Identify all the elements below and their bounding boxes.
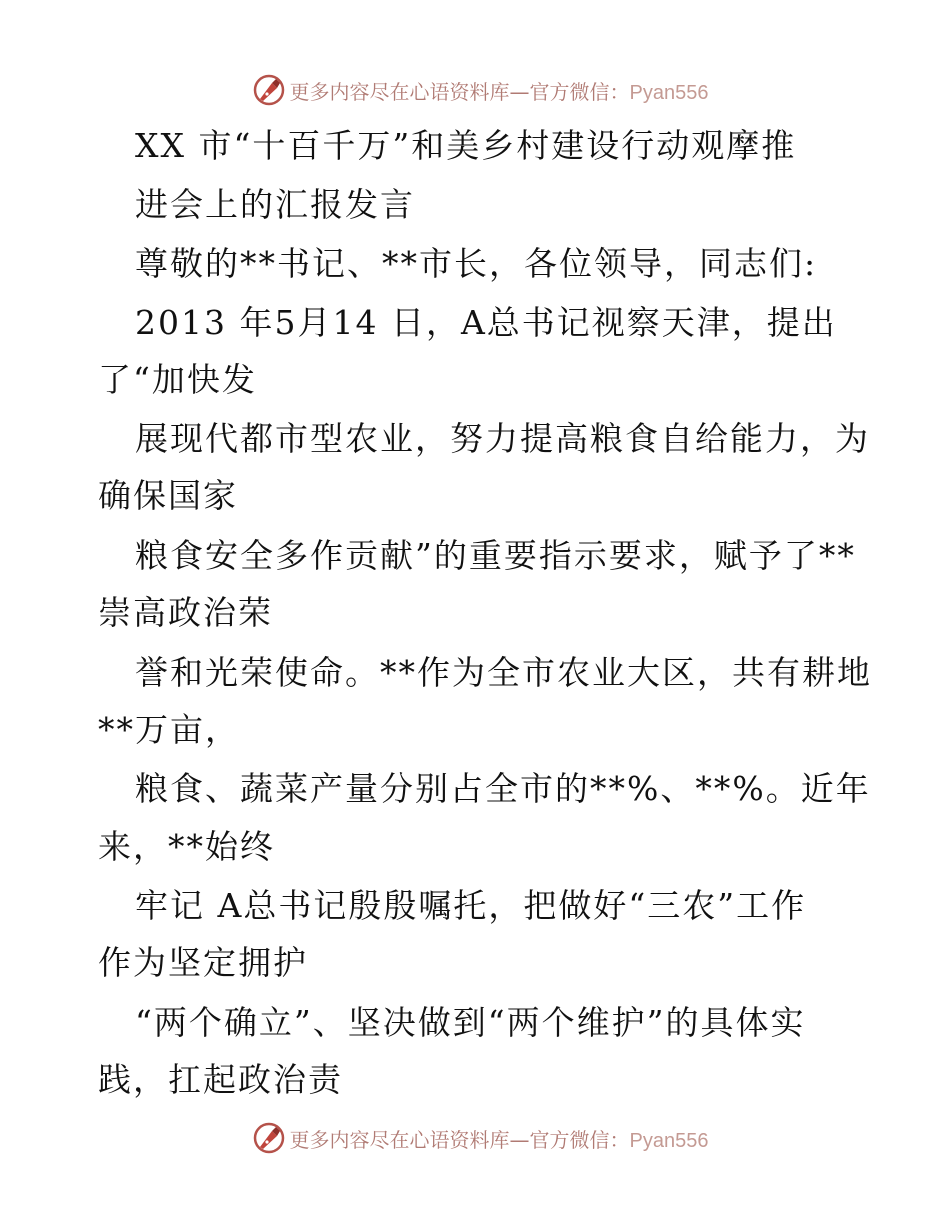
watermark-main-text: 更多内容尽在心语资料库 [289, 1127, 510, 1152]
watermark-wechat-id: Pyan556 [629, 1129, 709, 1152]
body-line: 作为坚定拥护 [98, 943, 308, 982]
title-line-2: 进会上的汇报发言 [135, 185, 415, 224]
body-line: 粮食、蔬菜产量分别占全市的**%、**%。近年 [135, 769, 871, 808]
title-line-1: XX 市“十百千万”和美乡村建设行动观摩推 [135, 126, 797, 165]
body-line: 践，扛起政治责 [98, 1060, 343, 1099]
pen-nib-logo-icon [252, 1121, 286, 1155]
body-line: 誉和光荣使命。**作为全市农业大区，共有耕地 [135, 653, 872, 692]
watermark-wechat-id: Pyan556 [629, 81, 709, 104]
body-line: **万亩， [98, 710, 240, 749]
watermark-banner-bottom [0, 1118, 950, 1158]
body-line: 确保国家 [98, 476, 238, 515]
watermark-main-text: 更多内容尽在心语资料库 [289, 79, 510, 104]
watermark-wechat-label: 官方微信： [529, 79, 630, 104]
body-line: 牢记 A总书记殷殷嘱托，把做好“三农”工作 [135, 886, 807, 925]
body-line: 粮食安全多作贡献”的重要指示要求，赋予了** [135, 536, 856, 575]
salutation-line: 尊敬的**书记、**市长，各位领导，同志们: [135, 244, 818, 283]
body-line: 来，**始终 [98, 827, 275, 866]
body-line: 崇高政治荣 [98, 593, 273, 632]
watermark-content [252, 1121, 709, 1155]
body-line: 2013 年5月14 日，A总书记视察天津，提出 [135, 303, 837, 342]
body-line: 了“加快发 [98, 360, 257, 399]
body-line: 展现代都市型农业，努力提高粮食自给能力，为 [135, 419, 870, 458]
watermark-separator: — [509, 79, 530, 104]
body-line: “两个确立”、坚决做到“两个维护”的具体实 [135, 1003, 806, 1042]
watermark-text [290, 1124, 709, 1153]
watermark-separator: — [509, 1127, 530, 1152]
watermark-wechat-label: 官方微信： [529, 1127, 630, 1152]
